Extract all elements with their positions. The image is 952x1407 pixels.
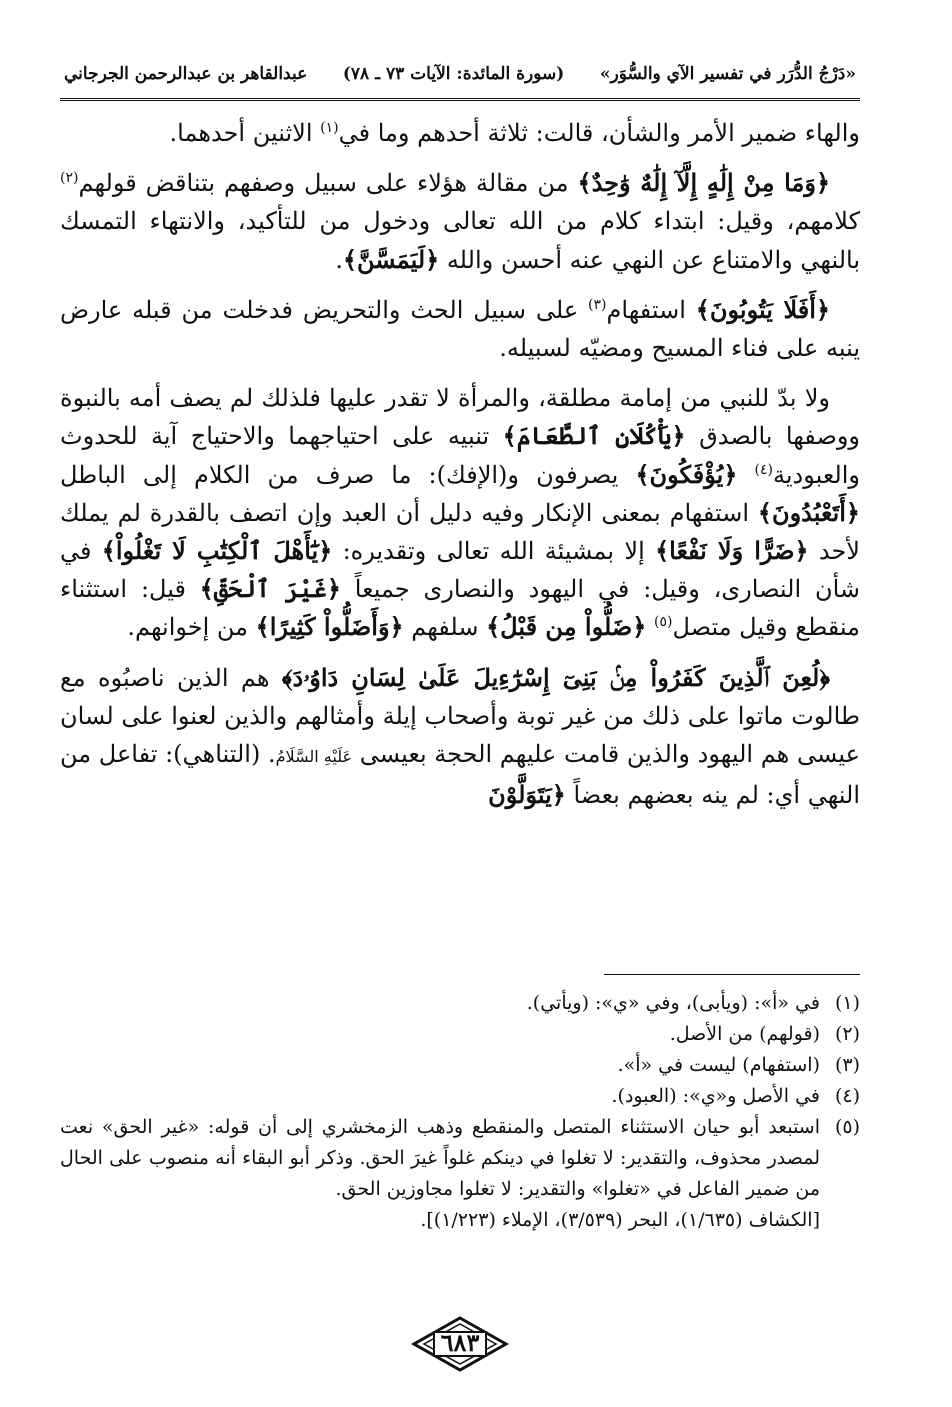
footnote-text: استبعد أبو حيان الاستثناء المتصل والمنقطع وذهب الزمخشري إلى أن قوله: «غير الحق» نعت لمصدر محذوف، والتقدير: لا تغلوا في دينكم غلواً غيرَ الحق. وذكر أبو البقاء أنه منصوب على الحال من ضمير الفاعل في «تغلوا» والتقدير: لا تغلوا مجاوزين الحق. — [60, 1116, 820, 1200]
footnote-ref: (١) — [320, 120, 339, 136]
paragraph — [60, 114, 860, 152]
text-run: سلفهم — [403, 613, 487, 642]
footnote-text: في «أ»: (ويأبى)، وفي «ي»: (ويأتي). — [526, 992, 820, 1014]
text-run — [646, 613, 654, 641]
quran-quote: ﴿وَأَضَلُّواْ كَثِيرًا﴾ — [255, 612, 404, 642]
text-run: استفهام — [606, 295, 696, 324]
footnote-item — [60, 1081, 860, 1112]
paragraph — [60, 659, 860, 815]
footnote-text: (قولهم) من الأصل. — [669, 1023, 820, 1045]
footnote-text: في الأصل و«ي»: (العبود). — [611, 1085, 820, 1107]
footnote-ref: (٣) — [588, 296, 607, 313]
main-text — [60, 114, 860, 826]
text-run: . — [335, 245, 343, 274]
text-run: يصرفون و(الإفك): ما صرف من الكلام إلى الباطل — [60, 460, 636, 489]
quran-quote: ﴿لَيَمَسَّنَّ﴾ — [342, 244, 440, 274]
header-book-title: «دَرْجُ الدُّرَر في تفسير الآي والسُّوَر» — [599, 64, 856, 84]
footnote-divider — [604, 974, 860, 975]
paragraph — [60, 291, 860, 367]
text-run: قيل: استثناء منقطع وقيل متصل — [60, 575, 860, 642]
text-run: من مقالة هؤلاء على سبيل وصفهم بتناقض قولهم — [78, 169, 578, 198]
quran-quote: ﴿ضَلُّواْ مِن قَبْلُ﴾ — [486, 612, 647, 642]
text-run: إلا بمشيئة الله تعالى وتقديره: — [332, 537, 656, 566]
quran-quote: ﴿يَٰٓأَهْلَ ٱلْكِتَٰبِ لَا تَغْلُواْ﴾ — [101, 536, 333, 566]
text-run: والهاء ضمير الأمر والشأن، قالت: ثلاثة أحدهم وما في — [338, 119, 860, 147]
footnote-number: (٤) — [834, 1085, 860, 1107]
quran-quote: ﴿أَفَلَا يَتُوبُونَ﴾ — [695, 294, 831, 324]
quran-quote: ﴿أَتَعْبُدُونَ﴾ — [757, 497, 860, 527]
text-run: في شأن النصارى، وقيل: في اليهود والنصارى جميعاً — [60, 537, 861, 604]
text-run: ولا بدّ للنبي من إمامة مطلقة، والمرأة لا تقدر عليها فلذلك لم يصف أمه بالنبوة ووصفها بالصدق — [60, 384, 861, 451]
footnote-item — [60, 1112, 860, 1205]
text-run: من إخوانهم. — [127, 613, 256, 642]
quran-quote: ﴿وَمَا مِنْ إِلَٰهٍ إِلَّآ إِلَٰهٌ وَٰحِدٌ﴾ — [577, 168, 831, 198]
footnote-ref: (٥) — [654, 614, 673, 631]
footnote-text: (استفهام) ليست في «أ». — [617, 1054, 820, 1076]
footnote-ref: (٤) — [754, 461, 773, 478]
footnote-item — [60, 1019, 860, 1050]
quran-quote: ﴿ضَرًّا وَلَا نَفْعًا﴾ — [655, 536, 809, 566]
running-header — [60, 56, 860, 92]
text-run — [737, 461, 754, 489]
text-run: . (التناهي): تفاعل من النهي أي: لم ينه بعضهم بعضاً — [60, 740, 860, 810]
text-run: هم الذين ناصبُوه مع طالوت ماتوا على ذلك من غير توبة وأصحاب إيلة وأمثالهم والذين لعنوا على لسان عيسى هم اليهود والذين قامت عليهم الحجة بعيسى — [60, 663, 860, 769]
footnote-ref: (٢) — [60, 170, 79, 187]
quran-quote: ﴿يَأْكُلَانِ ٱلطَّعَامَ﴾ — [502, 421, 686, 451]
header-section: (سورة المائدة: الآيات ٧٣ ـ ٧٨) — [342, 64, 565, 84]
paragraph — [60, 164, 860, 279]
footnote-item — [60, 988, 860, 1019]
text-run: كلامهم، وقيل: ابتداء كلام من الله تعالى ودخول من للتأكيد، والانتهاء التمسك بالنهي والامتناع عن النهي عنه أحسن والله — [60, 207, 861, 274]
footnote-number: (١) — [834, 992, 860, 1014]
page-number: ٦٨٣ — [440, 1328, 480, 1357]
footnote-item — [60, 1050, 860, 1081]
text-run: على سبيل الحث والتحريض فدخلت من قبله عارض ينبه على فناء المسيح ومضيّه لسبيله. — [60, 295, 860, 363]
book-page — [60, 48, 860, 1378]
honorific-glyph: عَلَيْهِ السَّلَامُ — [275, 747, 353, 767]
text-run: الاثنين أحدهما. — [169, 119, 321, 147]
footnote-number: (٥) — [834, 1116, 860, 1138]
paragraph — [60, 379, 860, 646]
footnote-number: (٢) — [834, 1023, 860, 1045]
text-run: تنبيه على احتياجهما والاحتياج آية للحدوث والعبودية — [60, 422, 860, 489]
text-run: استفهام بمعنى الإنكار وفيه دليل أن العبد وإن اتصف بالقدرة لم يملك لأحد — [60, 498, 860, 566]
quran-quote: ﴿غَيْرَ ٱلْحَقِّ﴾ — [199, 574, 341, 604]
page-number-ornament — [410, 1316, 510, 1372]
header-author: عبدالقاهر بن عبدالرحمن الجرجاني — [64, 64, 308, 84]
quran-quote: ﴿يَتَوَلَّوْنَ — [488, 780, 566, 810]
quran-quote: ﴿لُعِنَ ٱلَّذِينَ كَفَرُواْ مِنۢ بَنِىٓ إِسْرَٰٓءِيلَ عَلَىٰ لِسَانِ دَاوُۥدَ﴾ — [281, 662, 830, 692]
footnote-references: [الكشاف (١/٦٣٥)، البحر (٣/٥٣٩)، الإملاء (١/٢٢٣)]. — [420, 1209, 820, 1231]
header-divider — [60, 98, 860, 101]
quran-quote: ﴿يُؤْفَكُونَ﴾ — [635, 459, 738, 489]
footnote-number: (٣) — [834, 1054, 860, 1076]
footnotes — [60, 988, 860, 1236]
